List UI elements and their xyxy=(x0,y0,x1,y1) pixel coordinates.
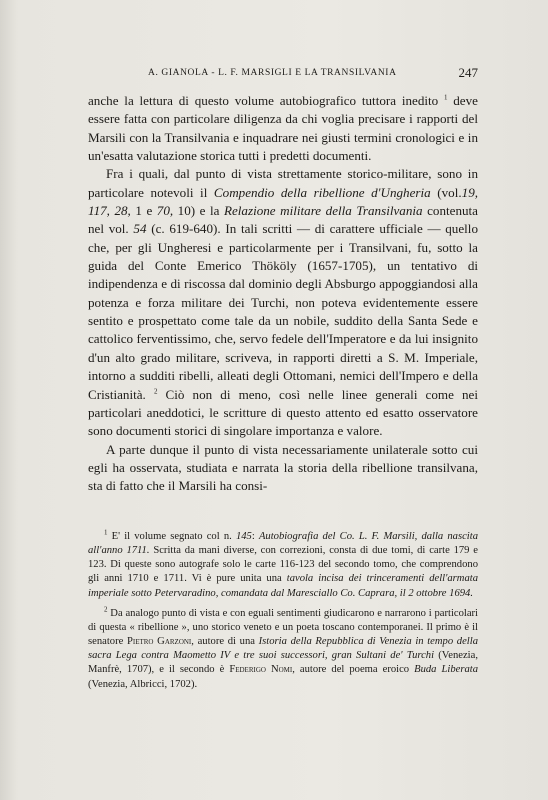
body-text xyxy=(88,92,478,496)
text-run: deve essere fatta con particolare diligenza da chi voglia precisare i rapporti del Marsili con la Transilvania e inquadrare nei giusti termini cronologici e in un'esatta valutazione storica tutti i predetti documenti. xyxy=(88,93,478,164)
italic-number: 54 xyxy=(133,221,147,237)
text-run: Ciò non di meno, così nelle linee generali come nei particolari aneddotici, le scritture di questo attento ed esatto osservatore sono documenti storici di singolare importanza e valore. xyxy=(88,386,479,439)
footnotes xyxy=(88,530,478,696)
page-number: 247 xyxy=(458,65,478,80)
footnote-number: 1 xyxy=(104,528,108,537)
footnote-2 xyxy=(88,607,478,692)
footnote-ref-2: 2 xyxy=(153,387,158,396)
italic-number: 145 xyxy=(235,531,252,542)
text-run: 1 e xyxy=(130,203,157,219)
text-run: E' il volume segnato col n. xyxy=(107,531,236,542)
footnote-number: 2 xyxy=(104,605,108,614)
italic-title: Compendio della ribellione d'Ungheria xyxy=(213,184,431,200)
italic-title: Buda Liberata xyxy=(414,664,478,676)
italic-number: 70, xyxy=(156,203,174,219)
text-run: (Venezia, Manfrè, 1707), e il secondo è xyxy=(88,650,478,676)
text-run: , autore di una xyxy=(191,636,259,648)
page-header xyxy=(88,64,478,82)
text-run: (Venezia, Albricci, 1702). xyxy=(88,678,198,690)
text-run: Fra i quali, dal punto di vista strettamente storico-militare, sono in particolare notevoli il xyxy=(88,166,478,200)
text-run: 10) e la xyxy=(173,203,224,219)
italic-title: Autobiografia del Co. L. F. Marsili, dalla nascita all'anno 1711. xyxy=(88,531,478,557)
paragraph-1 xyxy=(88,92,478,165)
italic-title: Istoria della Repubblica di Venezia in tempo della sacra Lega contra Maometto IV e tre suoi successori, gran Sultani de' Turchi xyxy=(88,636,478,662)
text-run: contenuta nel vol. xyxy=(88,203,478,237)
italic-number: 19, 117, 28, xyxy=(88,184,479,219)
text-run: , autore del poema eroico xyxy=(292,664,415,676)
footnote-1 xyxy=(88,530,478,601)
italic-title: Relazione militare della Transilvania xyxy=(223,203,423,219)
italic-title: tavola incisa dei trinceramenti dell'armata imperiale sotto Petervaradino, comandata dal Maresciallo Co. Caprara, il 2 ottobre 1694. xyxy=(88,573,478,599)
author-name: Federigo Nomi xyxy=(229,664,293,676)
text-run: anche la lettura di questo volume autobiografico tuttora inedito xyxy=(88,93,439,108)
text-run: : xyxy=(251,531,259,542)
text-run: (vol. xyxy=(430,184,462,200)
paragraph-2 xyxy=(88,165,478,440)
footnote-ref-1: 1 xyxy=(443,93,448,102)
text-run: (c. 619-640). In tali scritti — di carattere ufficiale — quello che, per gli Ungheresi e particolarmente per i Transilvani, fu, sotto la guida del Conte Emerico Thököly (1657-1705), un tentativo di indipendenza e di riscossa dal dominio degli Absburgo appoggiandosi alla potenza e forza militare dei Turchi, non poteva evidentemente essere sentito e prospettato come tale da un nobile, suddito della Santa Sede e cattolico ferventissimo, che, servo fedele dell'Imperatore e da lui insignito d'un alto grado militare, scriveva, in rapporti diretti a S. M. Imperiale, intorno a sudditi ribelli, alleati degli Ottomani, nemici dell'Impero e della Cristianità. xyxy=(88,221,478,402)
author-name: Pietro Garzoni xyxy=(126,636,192,648)
running-head: A. GIANOLA - L. F. MARSIGLI E LA TRANSILVANIA xyxy=(148,68,397,78)
paragraph-3: A parte dunque il punto di vista necessariamente unilaterale sotto cui egli ha osservata, studiata e narrata la storia della ribellione transilvana, sta di fatto che il Marsili ha consi- xyxy=(88,441,478,494)
text-run: Da analogo punto di vista e con eguali sentimenti giudicarono e narrarono i particolari di questa « ribellione », uno storico veneto e un poeta toscano contemporanei. Il primo è il senatore xyxy=(88,607,478,648)
text-run: Scritta da mani diverse, con correzioni, consta di due tomi, di carte 179 e 123. Di queste sono autografe solo le carte 116-123 del secondo tomo, che comprendono gli anni 1710 e 1711. Vi è pure unita una xyxy=(88,545,478,585)
